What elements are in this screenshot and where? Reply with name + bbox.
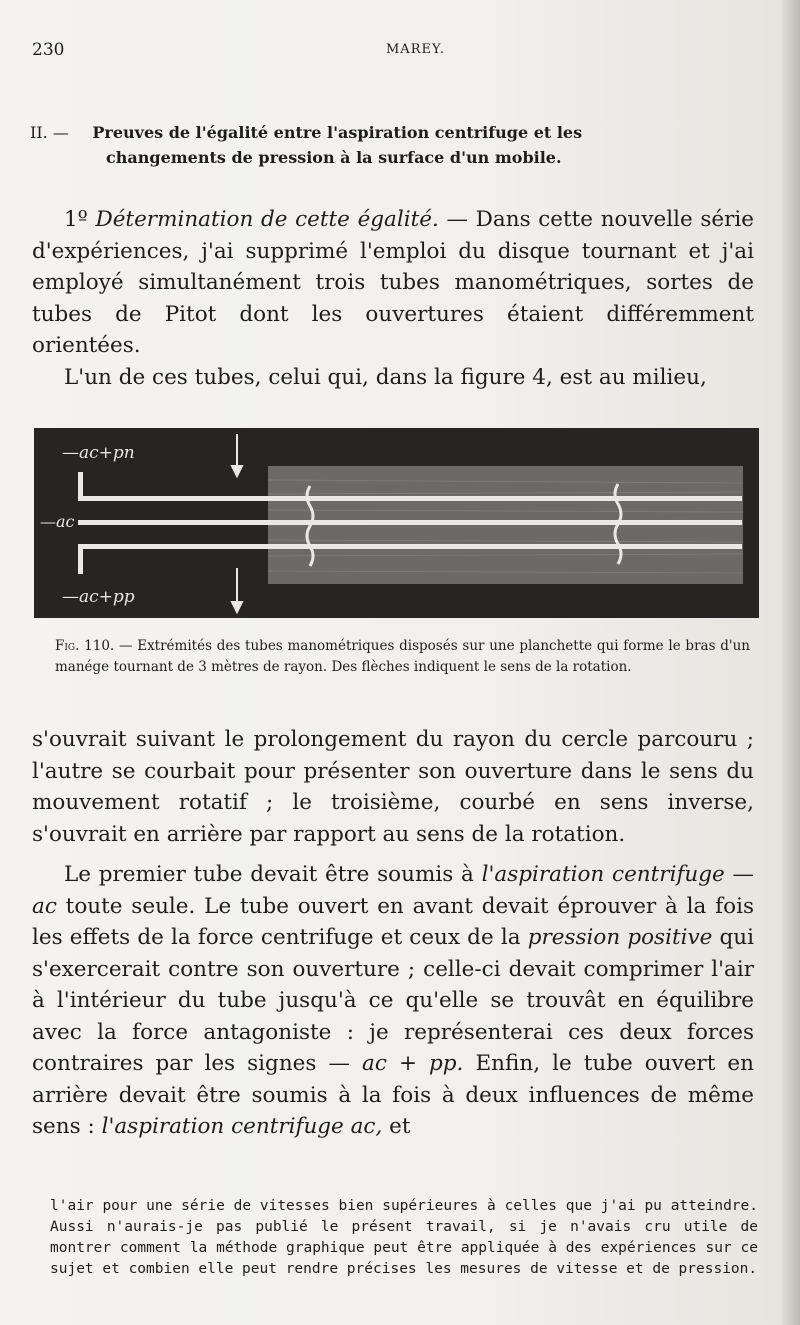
text-block-main — [32, 724, 754, 1143]
page-number: 230 — [32, 40, 65, 60]
paragraph-3: s'ouvrait suivant le prolongement du rayon du cercle parcouru ; l'autre se courbait pour présenter son ouverture dans le sens du mouvement rotatif ; le troisième, courbé en sens inverse, s'ouvrait en arrière par rapport au sens de la rotation. — [32, 727, 754, 847]
figure-caption-label: Fig. 110. — [55, 638, 115, 654]
paragraph-4-part2: toute seule. Le tube ouvert en avant devait éprouver à la fois les effets de la force centrifuge et ceux de la — [32, 893, 754, 950]
section-title-line2: changements de pression à la surface d'un mobile. — [106, 148, 562, 167]
figure-caption — [55, 636, 750, 678]
figure-drawing — [34, 428, 759, 618]
paragraph-1-lead: 1º — [64, 207, 88, 232]
paragraph-4-italic4: l'aspiration centrifuge ac, — [101, 1114, 383, 1139]
paragraph-4-italic2: pression positive — [527, 925, 713, 950]
label-ac: —ac — [40, 512, 75, 531]
running-head — [30, 40, 760, 64]
label-ac-pp: —ac+pp — [62, 587, 135, 607]
footnote: l'air pour une série de vitesses bien supérieures à celles que j'ai pu atteindre. Aussi n'aurais-je pas publié le présent travail, si je n'avais cru utile de montrer comment la méthode graphique peut être appliquée à des expériences sur ce sujet et combien elle peut rendre précises les mesures de vitesse et de pression. — [50, 1198, 758, 1277]
paragraph-2: L'un de ces tubes, celui qui, dans la figure 4, est au milieu, — [64, 364, 707, 390]
tube-middle — [78, 520, 742, 525]
tube-top — [78, 496, 742, 501]
tube-bottom — [78, 544, 742, 549]
page-edge-shadow — [782, 0, 800, 1325]
paragraph-1 — [32, 204, 754, 362]
paragraph-1-text: — Dans cette nouvelle série d'expériences, j'ai supprimé l'emploi du disque tournant et j'ai employé simultanément trois tubes manométriques, sortes de tubes de Pitot dont les ouvertures étaient différemment orientées. — [32, 207, 754, 358]
section-number: II. — — [30, 123, 69, 142]
paragraph-1-subheading: Détermination de cette égalité. — [95, 207, 439, 232]
section-heading — [30, 120, 745, 170]
paragraph-4-part1: Le premier tube devait être soumis à — [64, 862, 482, 887]
section-title-line1: Preuves de l'égalité entre l'aspiration centrifuge et les — [92, 123, 583, 142]
label-ac-pn: —ac+pn — [62, 443, 135, 463]
text-block-top — [32, 204, 754, 393]
paragraph-4-italic3: — ac + pp. — [328, 1051, 464, 1076]
paragraph-4-italic1: l'aspiration centrifuge — ac — [32, 862, 754, 919]
tube-bottom-bend — [78, 544, 83, 574]
figure-caption-text: — Extrémités des tubes manométriques disposés sur une planchette qui forme le bras d'un manége tournant de 3 mètres de rayon. Des flèches indiquent le sens de la rotation. — [55, 638, 750, 675]
figure-110 — [34, 428, 759, 618]
paragraph-4-part4: Enfin, le tube ouvert en arrière devait être soumis à la fois à deux influences de même sens : — [32, 1051, 754, 1139]
running-title: MAREY. — [386, 42, 446, 57]
paragraph-4 — [32, 859, 754, 1143]
paragraph-4-part3: qui s'exercerait contre son ouverture ; celle-ci devait comprimer l'air à l'intérieur du tube jusqu'à ce qu'elle se trouvât en équilibre avec la force antagoniste : je représenterai ces deux forces contraires par les signes — [32, 925, 754, 1076]
tube-top-bend — [78, 472, 83, 501]
paragraph-4-part5: et — [382, 1114, 411, 1139]
